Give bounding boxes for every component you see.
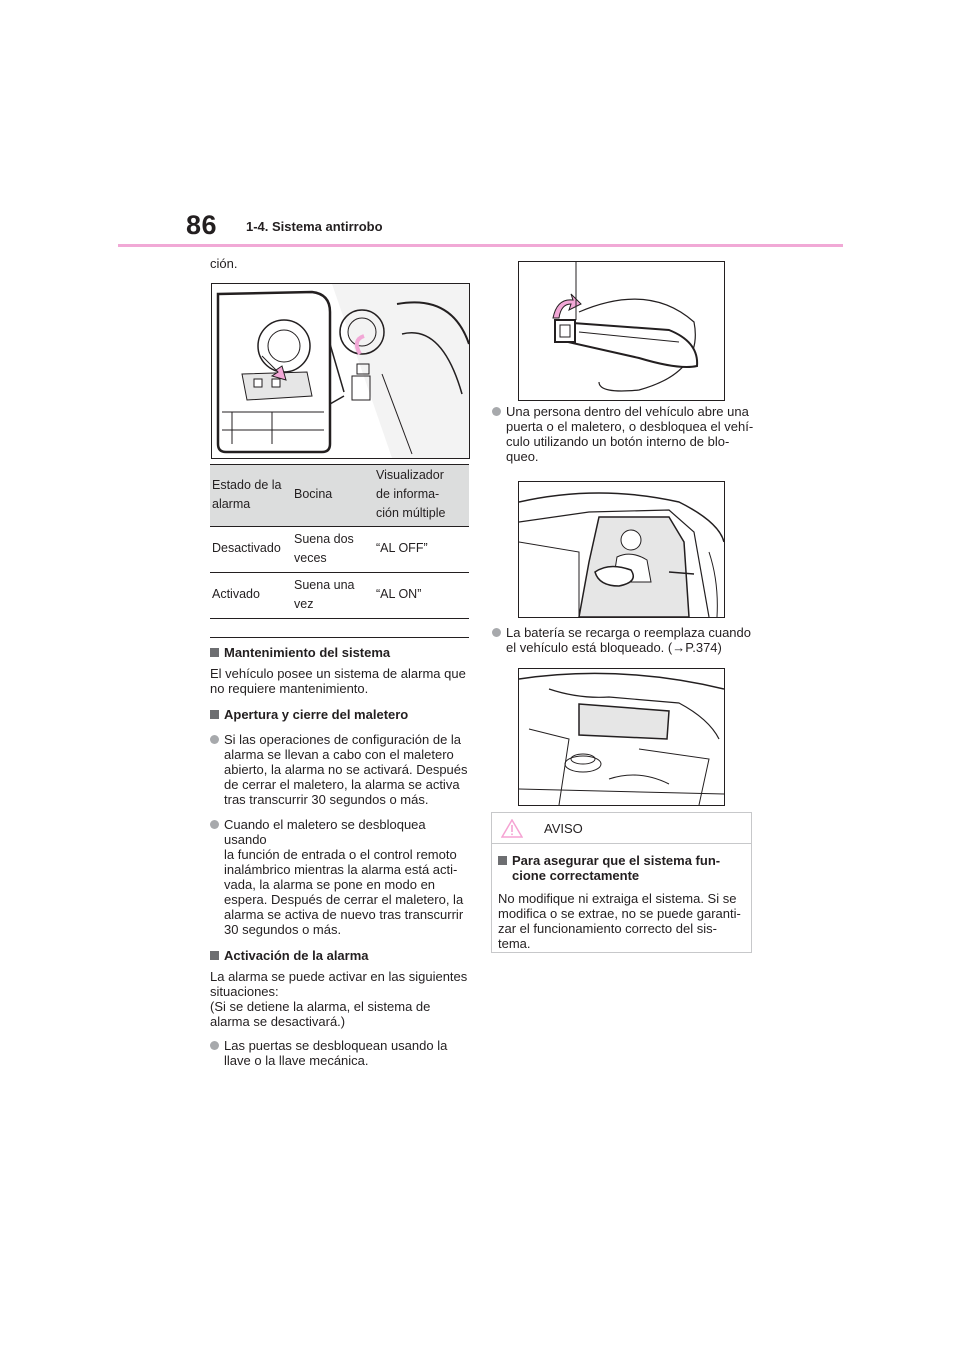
warning-box	[491, 812, 752, 953]
cell-line: Suena dos	[294, 531, 354, 546]
list-item	[210, 1038, 470, 1068]
table-cell	[292, 573, 374, 619]
text-line: no requiere mantenimiento.	[210, 681, 369, 696]
text-line: Si las operaciones de configuración de la	[224, 732, 462, 747]
text-line: la función de entrada o el control remoto	[224, 847, 457, 862]
left-text-column	[210, 645, 470, 1068]
text-line: 30 segundos o más.	[224, 922, 342, 937]
text-line: No modifique ni extraiga el sistema. Si se	[498, 891, 737, 906]
trunk-heading	[210, 707, 470, 722]
alarm-state-table	[210, 464, 469, 619]
header-line: Bocina	[294, 487, 333, 501]
text-line: situaciones:	[210, 984, 279, 999]
warning-triangle-icon	[501, 819, 523, 838]
warning-header	[492, 813, 751, 844]
text-line: (Si se detiene la alarma, el sistema de	[210, 999, 431, 1014]
door-handle-illustration	[518, 261, 725, 401]
console-illustration	[211, 283, 470, 459]
text-line: alarma se desactivará.)	[210, 1014, 346, 1029]
text-line: llave o la llave mecánica.	[224, 1053, 369, 1068]
table-header-cell	[292, 465, 374, 527]
table-header-cell	[210, 465, 292, 527]
text-line: alarma se llevan a cabo con el maletero	[224, 747, 454, 762]
text-line: Las puertas se desbloquean usando la	[224, 1038, 448, 1053]
right-bullet-2	[492, 625, 757, 655]
text-line: tras transcurrir 30 segundos o más.	[224, 792, 429, 807]
warning-text	[498, 891, 743, 951]
bullet-dot-icon	[492, 628, 501, 637]
heading-text: Apertura y cierre del maletero	[224, 707, 409, 722]
cell-line: Suena una	[294, 577, 355, 592]
header-line: de informa-	[376, 487, 440, 501]
text-line: el vehículo está bloqueado. (→P.374)	[506, 640, 722, 655]
bullet-dot-icon	[492, 407, 501, 416]
person-in-car-illustration	[518, 481, 725, 618]
list-item	[210, 732, 470, 807]
table-header-row	[210, 465, 469, 527]
header-line: ción múltiple	[376, 506, 446, 520]
heading-square-icon	[210, 648, 219, 657]
intro-fragment: ción.	[210, 256, 238, 271]
cell-line: veces	[294, 550, 327, 565]
table-row	[210, 573, 469, 619]
bullet-dot-icon	[210, 1041, 219, 1050]
text-line: tema.	[498, 936, 531, 951]
header-line: Estado de la	[212, 477, 282, 492]
heading-square-icon	[498, 856, 507, 865]
warning-label: AVISO	[544, 821, 583, 836]
text-line: de cerrar el maletero, la alarma se activa	[224, 777, 460, 792]
table-cell: Activado	[210, 573, 292, 619]
page-number: 86	[186, 210, 218, 240]
text-line: alarma se activa de nuevo tras transcurrir	[224, 907, 464, 922]
bullet-dot-icon	[210, 735, 219, 744]
text-line: cione correctamente	[512, 868, 640, 883]
text-line: zar el funcionamiento correcto del sis-	[498, 921, 717, 936]
header-line: alarma	[212, 496, 251, 511]
list-item	[492, 404, 757, 464]
heading-text: Mantenimiento del sistema	[224, 645, 391, 660]
table-row	[210, 527, 469, 573]
table-cell: “AL OFF”	[374, 527, 469, 573]
section-title: 1-4. Sistema antirrobo	[246, 219, 383, 234]
text-line: El vehículo posee un sistema de alarma que	[210, 666, 466, 681]
list-item	[492, 625, 757, 655]
text-line: inalámbrico mientras la alarma está acti-	[224, 862, 458, 877]
table-cell	[292, 527, 374, 573]
text-line: Cuando el maletero se desbloquea usando	[224, 817, 426, 847]
text-line: Para asegurar que el sistema fun-	[512, 853, 721, 868]
header-rule	[118, 244, 843, 247]
engine-bay-illustration	[518, 668, 725, 806]
text-line: vada, la alarma se pone en modo en	[224, 877, 436, 892]
cell-line: vez	[294, 596, 314, 611]
section-separator	[210, 637, 469, 638]
text-line: abierto, la alarma no se activará. Después	[224, 762, 468, 777]
table-header-cell	[374, 465, 469, 527]
text-line: La alarma se puede activar en las siguientes	[210, 969, 468, 984]
maintenance-text	[210, 666, 470, 696]
bullet-dot-icon	[210, 820, 219, 829]
warning-heading	[498, 853, 743, 883]
text-line: Una persona dentro del vehículo abre una	[506, 404, 749, 419]
text-line: puerta o el maletero, o desbloquea el vehí-	[506, 419, 754, 434]
heading-text: Activación de la alarma	[224, 948, 369, 963]
header-line: Visualizador	[376, 468, 444, 482]
text-line: La batería se recarga o reemplaza cuando	[506, 625, 751, 640]
text-line: modifica o se extrae, no se puede garanti-	[498, 906, 741, 921]
text-line: queo.	[506, 449, 539, 464]
warning-body	[498, 853, 743, 951]
right-bullet-1	[492, 404, 757, 464]
text-line: culo utilizando un botón interno de blo-	[506, 434, 730, 449]
list-item	[210, 817, 470, 937]
heading-square-icon	[210, 951, 219, 960]
activation-text	[210, 969, 470, 1029]
heading-square-icon	[210, 710, 219, 719]
text-line: espera. Después de cerrar el maletero, la	[224, 892, 464, 907]
maintenance-heading	[210, 645, 470, 660]
table-cell: Desactivado	[210, 527, 292, 573]
activation-heading	[210, 948, 470, 963]
table-cell: “AL ON”	[374, 573, 469, 619]
